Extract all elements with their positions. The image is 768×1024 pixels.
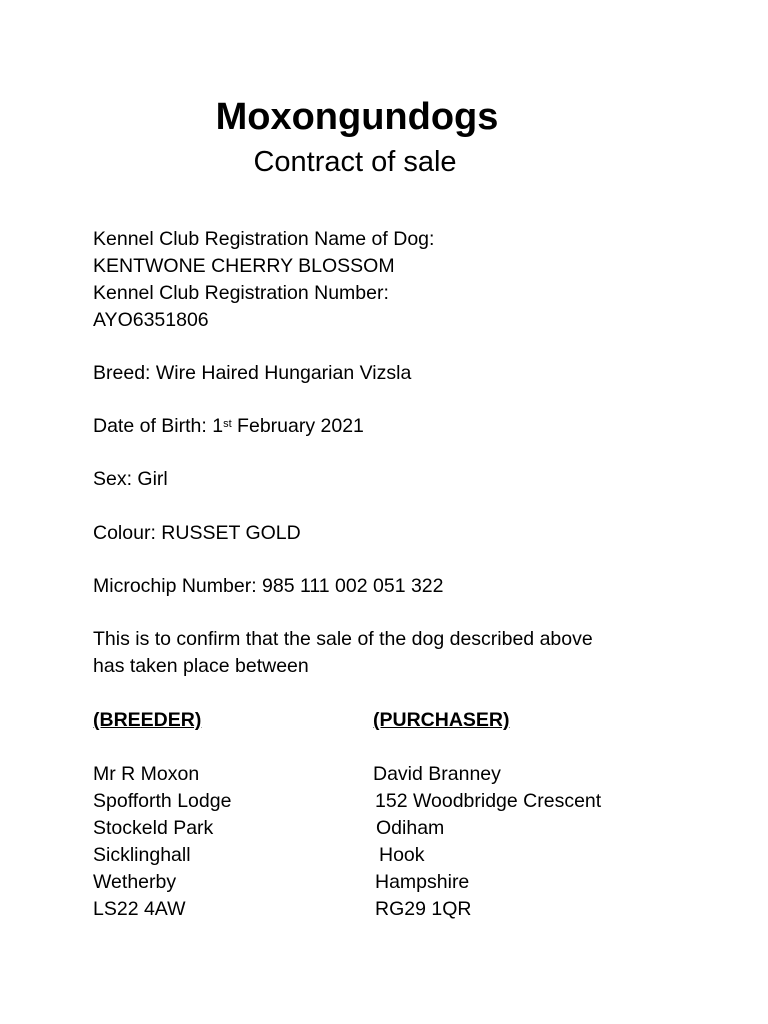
breeder-address-line: Wetherby — [93, 871, 177, 893]
breed-line: Breed: Wire Haired Hungarian Vizsla — [93, 362, 412, 384]
purchaser-heading: (PURCHASER) — [373, 709, 510, 731]
purchaser-address-line: RG29 1QR — [375, 898, 472, 920]
dob-prefix: Date of Birth: 1 — [93, 415, 224, 437]
purchaser-address-line: David Branney — [373, 763, 501, 785]
purchaser-address-line: Odiham — [376, 817, 445, 839]
confirmation-line-1: This is to confirm that the sale of the dog described above — [93, 628, 593, 650]
confirmation-line-2: has taken place between — [93, 655, 309, 677]
sex-line: Sex: Girl — [93, 468, 168, 490]
reg-name-label: Kennel Club Registration Name of Dog: — [93, 228, 435, 250]
purchaser-address-line: Hampshire — [375, 871, 470, 893]
document-subtitle: Contract of sale — [253, 146, 457, 178]
breeder-address-line: Sicklinghall — [93, 844, 191, 866]
reg-number-value: AYO6351806 — [93, 309, 209, 331]
purchaser-address-line: Hook — [379, 844, 425, 866]
document-title: Moxongundogs — [215, 96, 499, 138]
dob-ordinal: st — [223, 418, 232, 430]
breeder-column — [93, 707, 231, 923]
microchip-line: Microchip Number: 985 111 002 051 322 — [93, 575, 444, 597]
breeder-address-line: Stockeld Park — [93, 817, 214, 839]
breeder-heading: (BREEDER) — [93, 709, 202, 731]
confirmation-paragraph — [93, 626, 713, 680]
reg-name-value: KENTWONE CHERRY BLOSSOM — [93, 255, 395, 277]
date-of-birth-line — [93, 413, 713, 440]
purchaser-address-line: 152 Woodbridge Crescent — [375, 790, 602, 812]
purchaser-column — [373, 707, 601, 923]
breeder-address-line: LS22 4AW — [93, 898, 186, 920]
dob-suffix: February 2021 — [231, 415, 364, 437]
colour-line: Colour: RUSSET GOLD — [93, 522, 301, 544]
reg-number-label: Kennel Club Registration Number: — [93, 282, 389, 304]
breeder-address-line: Mr R Moxon — [93, 763, 200, 785]
breeder-address-line: Spofforth Lodge — [93, 790, 232, 812]
dog-registration-block — [93, 226, 713, 334]
